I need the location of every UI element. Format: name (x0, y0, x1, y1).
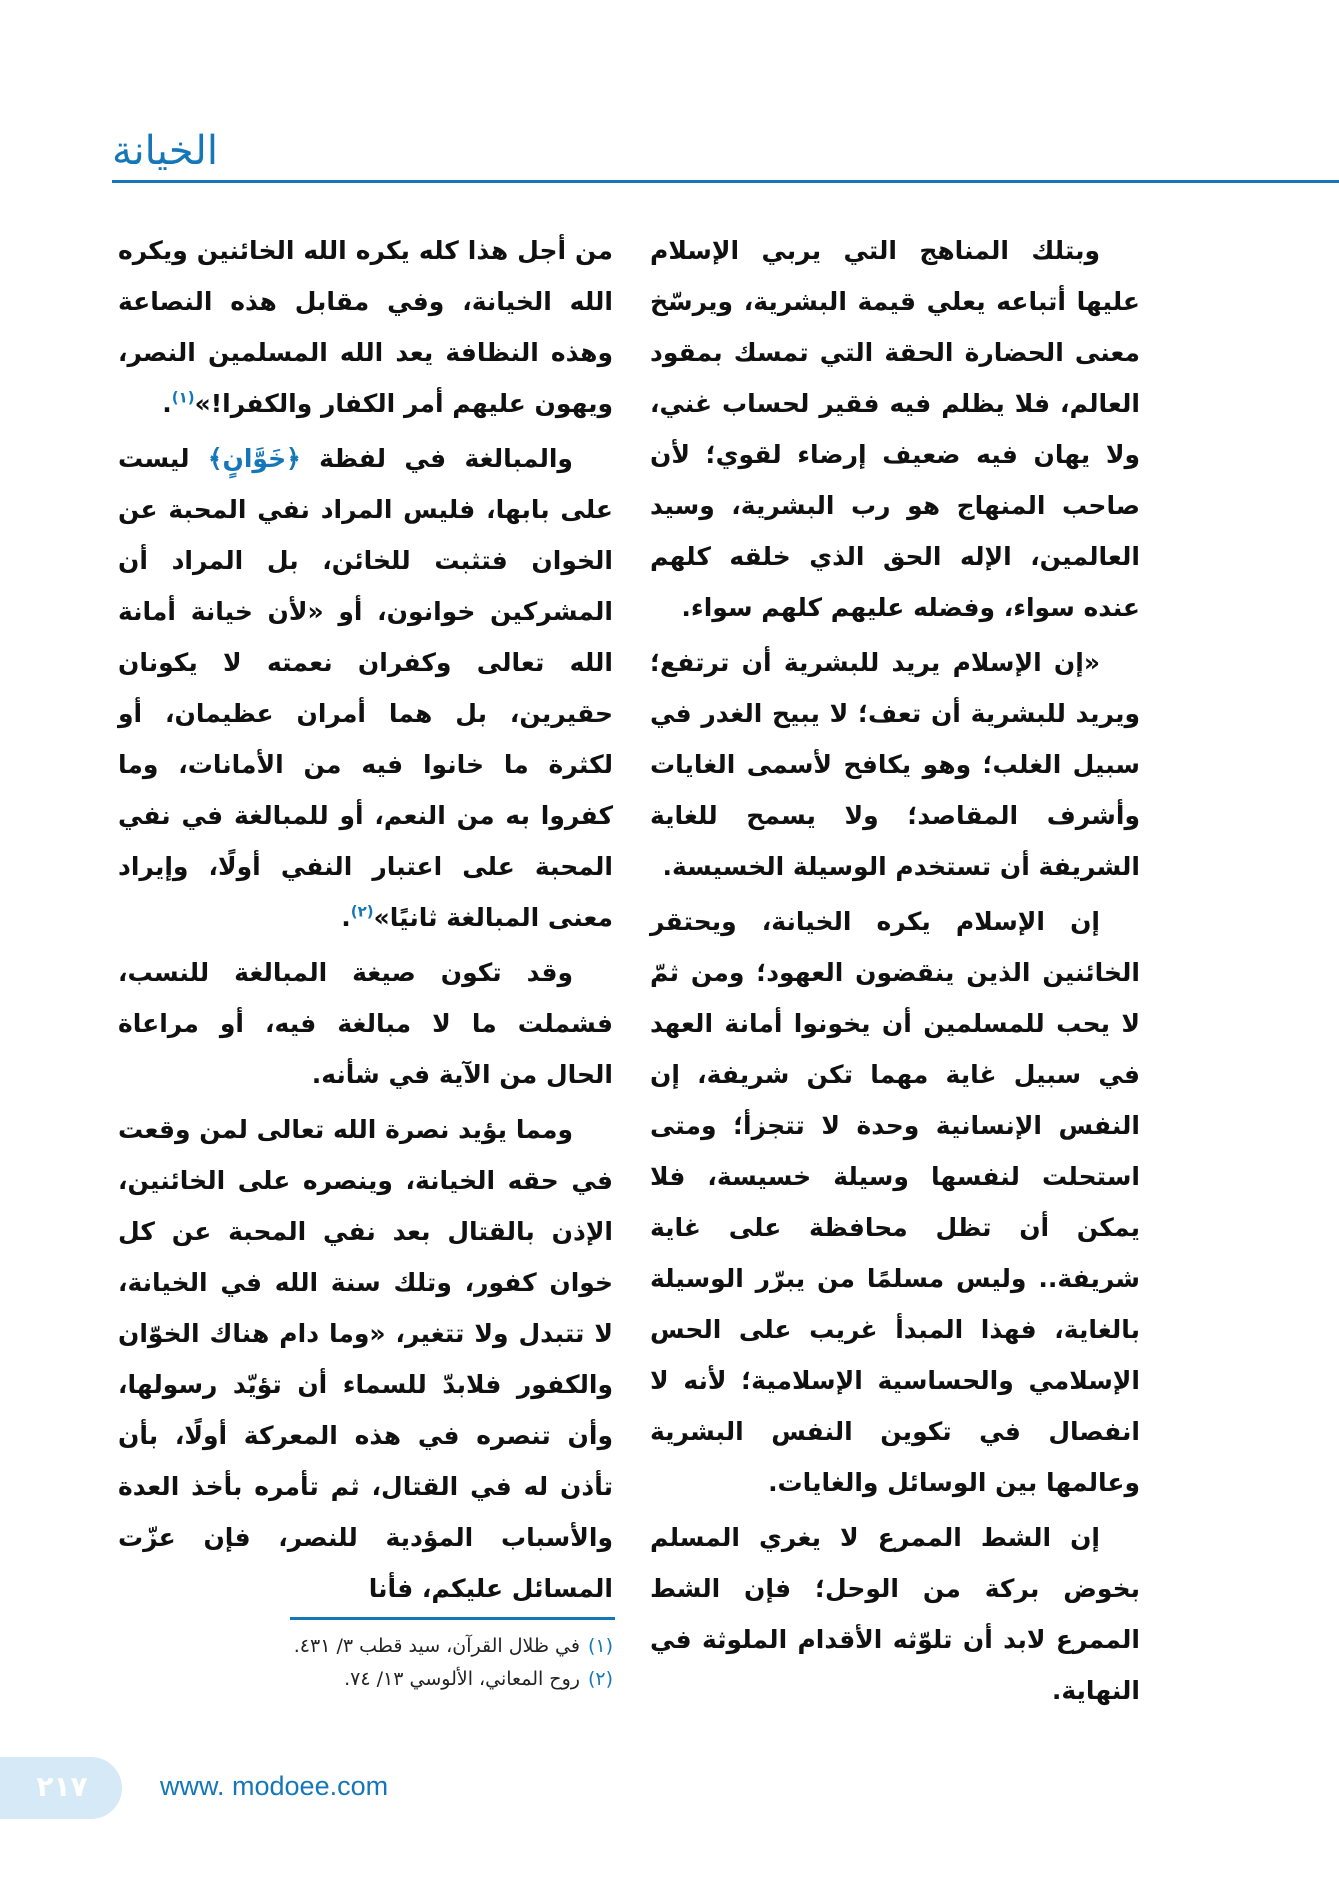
paragraph: إن الإسلام يكره الخيانة، ويحتقر الخائنين الذين ينقضون العهود؛ ومن ثمّ لا يحب للمسلمين أن يخونوا أمانة العهد في سبيل غاية مهما تكن شريفة، إن النفس الإنسانية وحدة لا تتجزأ؛ ومتى استحلت لنفسها وسيلة خسيسة، فلا يمكن أن تظل محافظة على غاية شريفة.. وليس مسلمًا من يبرّر الوسيلة بالغاية، فهذا المبدأ غريب على الحس الإسلامي والحساسية الإسلامية؛ لأنه لا انفصال في تكوين النفس البشرية وعالمها بين الوسائل والغايات. (650, 907, 1140, 1497)
paragraph-end: . (162, 389, 172, 418)
footnote-reference[interactable]: (٢) (350, 902, 374, 921)
page-number: ٢١٧ (36, 1770, 88, 1803)
footnote-reference[interactable]: (١) (171, 388, 195, 407)
footnotes (118, 1630, 613, 1696)
paragraph (118, 225, 613, 429)
footnote-number: (١) (587, 1635, 613, 1657)
chapter-title: الخيانة (112, 128, 218, 174)
quran-quote: ﴿خَوَّانٍ﴾ (207, 444, 301, 473)
paragraph-text: من أجل هذا كله يكره الله الخائنين ويكره الله الخيانة، وفي مقابل هذه النصاعة وهذه النظافة يعد الله المسلمين النصر، ويهون عليهم أمر الكفار والكفرا!» (118, 236, 613, 418)
website-link[interactable]: www. modoee.com (160, 1771, 389, 1801)
right-column (650, 225, 1140, 1720)
paragraph (118, 433, 613, 943)
paragraph-text: والمبالغة في لفظة (319, 444, 573, 473)
footnote-text: في ظلال القرآن، سيد قطب ٣/ ٤٣١. (293, 1635, 580, 1657)
header-divider (112, 180, 1339, 183)
paragraph: ومما يؤيد نصرة الله تعالى لمن وقعت في حقه الخيانة، وينصره على الخائنين، الإذن بالقتال بعد نفي المحبة عن كل خوان كفور، وتلك سنة الله في الخيانة، لا تتبدل ولا تتغير، «وما دام هناك الخوّان والكفور فلابدّ للسماء أن تؤيّد رسولها، وأن تنصره في هذه المعركة أولًا، بأن تأذن له في القتال، ثم تأمره بأخذ العدة والأسباب المؤدية للنصر، فإن عزّت المسائل عليكم، فأنا (118, 1115, 613, 1603)
paragraph: وبتلك المناهج التي يربي الإسلام عليها أتباعه يعلي قيمة البشرية، ويرسّخ معنى الحضارة الحقة التي تمسك بمقود العالم، فلا يظلم فيه فقير لحساب غني، ولا يهان فيه ضعيف إرضاء لقوي؛ لأن صاحب المنهاج هو رب البشرية، وسيد العالمين، الإله الحق الذي خلقه كلهم عنده سواء، وفضله عليهم كلهم سواء. (650, 236, 1140, 622)
paragraph-text: ليست على بابها، فليس المراد نفي المحبة عن الخوان فتثبت للخائن، بل المراد أن المشركين خوانون، أو «لأن خيانة أمانة الله تعالى وكفران نعمته لا يكونان حقيرين، بل هما أمران عظيمان، أو لكثرة ما خانوا فيه من الأمانات، وما كفروا به من النعم، أو للمبالغة في نفي المحبة على اعتبار النفي أولًا، وإيراد معنى المبالغة ثانيًا» (118, 444, 613, 932)
paragraph: وقد تكون صيغة المبالغة للنسب، فشملت ما لا مبالغة فيه، أو مراعاة الحال من الآية في شأنه. (118, 958, 613, 1089)
paragraph-end: . (341, 903, 351, 932)
footnote (118, 1663, 613, 1696)
footnote (118, 1630, 613, 1663)
left-column (118, 225, 613, 1618)
footnote-divider (290, 1617, 615, 1620)
paragraph: إن الشط الممرع لا يغري المسلم بخوض بركة من الوحل؛ فإن الشط الممرع لابد أن تلوّثه الأقدام الملوثة في النهاية. (650, 1523, 1140, 1705)
paragraph: «إن الإسلام يريد للبشرية أن ترتفع؛ ويريد للبشرية أن تعف؛ لا يبيح الغدر في سبيل الغلب؛ وهو يكافح لأسمى الغايات وأشرف المقاصد؛ ولا يسمح للغاية الشريفة أن تستخدم الوسيلة الخسيسة. (650, 648, 1140, 881)
footnote-number: (٢) (587, 1668, 613, 1690)
footnote-text: روح المعاني، الألوسي ١٣/ ٧٤. (344, 1668, 580, 1690)
